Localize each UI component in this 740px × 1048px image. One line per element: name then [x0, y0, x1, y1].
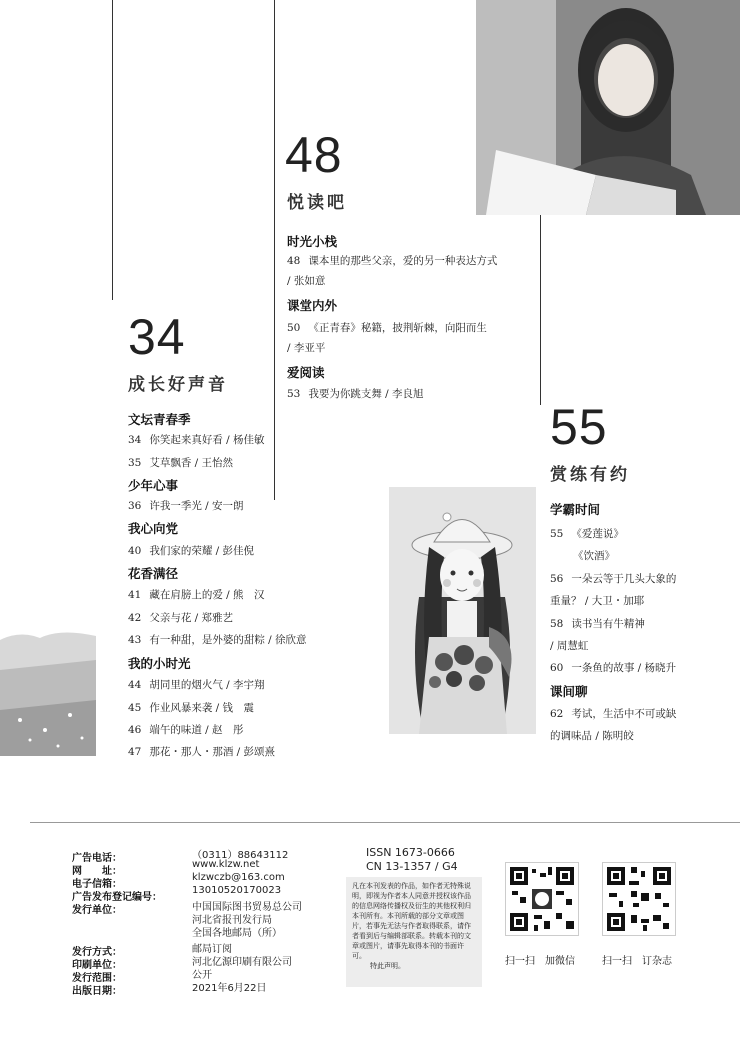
category-title: 学霸时间 [550, 502, 601, 517]
page-number: 48 [287, 255, 301, 267]
category-title: 时光小栈 [287, 234, 338, 249]
toc-entry[interactable] [128, 432, 265, 447]
qr-caption [505, 952, 575, 967]
toc-entry[interactable] [128, 610, 233, 625]
info-value: 河北亿源印刷有限公司 [192, 957, 292, 968]
qr-caption [602, 952, 672, 967]
info-row [72, 911, 342, 924]
entry-title: 许我一季光 / 安一朗 [149, 500, 244, 512]
section-title-48: 悦读吧 [287, 193, 347, 213]
entry-title: 那花・那人・那酒 / 彭颂熹 [149, 746, 276, 758]
page-number: 42 [128, 612, 142, 624]
qr-caption-scan: 扫一扫 [505, 956, 535, 967]
page-number: 47 [128, 746, 142, 758]
toc-entry[interactable] [550, 526, 624, 541]
info-value[interactable]: klzwczb@163.com [192, 872, 285, 883]
toc-entry[interactable] [550, 616, 645, 631]
info-value: 2021年6月22日 [192, 983, 267, 994]
info-row [72, 979, 342, 997]
divider-line [274, 0, 275, 500]
field-photo [0, 600, 96, 756]
page-number: 44 [128, 679, 142, 691]
entry-title: 我们家的荣耀 / 彭佳倪 [149, 545, 255, 557]
toc-entry[interactable] [128, 543, 254, 558]
publication-info [72, 846, 342, 997]
section-number-48: 48 [285, 127, 343, 183]
entry-title: 一朵云等于几头大象的 [571, 573, 677, 585]
info-value: （0311）88643112 [192, 850, 289, 861]
page-number: 34 [128, 434, 142, 446]
entry-title: 读书当有牛精神 [571, 618, 645, 630]
toc-entry[interactable] [550, 660, 676, 675]
qr-caption-scan: 扫一扫 [602, 956, 632, 967]
footer-divider [30, 822, 740, 823]
page-number: 36 [128, 500, 142, 512]
entry-title: 藏在肩膀上的爱 / 熊 汉 [149, 589, 265, 601]
entry-title: 考试，生活中不可或缺 [571, 708, 677, 720]
page-number: 60 [550, 662, 564, 674]
info-value: 邮局订阅 [192, 944, 232, 955]
divider-line [112, 0, 113, 300]
girl-with-flowers-illustration [389, 487, 536, 734]
section-title-55: 赏练有约 [550, 465, 630, 485]
toc-entry[interactable] [287, 253, 497, 268]
category-title: 课堂内外 [287, 298, 338, 313]
info-row [72, 924, 342, 940]
notice-text: 凡在本刊发表的作品，如作者无特殊说明，即视为作者本人同意并授权该作品的信息网络传播权及衍生的其他权利归本刊所有。本刊所载的部分文章或图片，若事先无法与作者取得联系，请作者看到后与编辑部联系。转载本刊的文章或图片，请事先取得本刊的书面许可。 [352, 882, 471, 960]
section-number-34: 34 [128, 309, 186, 365]
divider-line [540, 215, 541, 405]
page-number: 53 [287, 388, 301, 400]
copyright-notice [346, 877, 482, 987]
category-title: 花香满径 [128, 566, 179, 581]
page-number: 58 [550, 618, 564, 630]
info-row [72, 872, 342, 890]
toc-entry[interactable] [128, 498, 244, 513]
info-label: 印刷单位： [72, 960, 122, 971]
info-label: 发行范围： [72, 973, 122, 984]
info-label: 出版日期： [72, 986, 122, 997]
info-value: 公开 [192, 970, 212, 981]
category-title: 爱阅读 [287, 365, 325, 380]
section-number-55: 55 [550, 399, 608, 455]
entry-title: 作业风暴来袭 / 钱 震 [149, 702, 255, 714]
notice-end: 特此声明。 [370, 962, 405, 970]
category-title: 我的小时光 [128, 656, 191, 671]
entry-title: 艾草飘香 / 王怡然 [149, 457, 234, 469]
info-value: 河北省报刊发行局 [192, 915, 272, 926]
entry-title: 父亲与花 / 郑雅艺 [149, 612, 234, 624]
page-number: 40 [128, 545, 142, 557]
entry-title: 《爱莲说》 [571, 528, 624, 540]
page-number: 62 [550, 708, 564, 720]
info-label: 发行单位： [72, 905, 122, 916]
toc-entry[interactable] [128, 700, 254, 715]
girl-reading-photo [476, 0, 740, 215]
toc-entry[interactable]: 《饮酒》 [573, 550, 615, 562]
toc-entry-continued: 重量？ / 大卫・加耶 [550, 595, 645, 607]
toc-entry[interactable] [128, 722, 244, 737]
entry-title: 课本里的那些父亲，爱的另一种表达方式 [308, 255, 498, 267]
subscribe-qr-code[interactable] [602, 862, 676, 936]
category-title: 我心向党 [128, 521, 179, 536]
section-title-34: 成长好声音 [128, 375, 228, 395]
toc-entry-author: / 周慧虹 [550, 640, 589, 652]
toc-entry[interactable] [128, 455, 233, 470]
cn-number: CN 13-1357 / G4 [366, 860, 458, 873]
toc-entry-author: / 李亚平 [287, 342, 326, 354]
info-label: 广告发布登记编号： [72, 892, 162, 903]
info-value: 13010520170023 [192, 885, 282, 896]
info-label: 发行方式： [72, 947, 122, 958]
toc-entry[interactable] [550, 706, 676, 721]
page-number: 55 [550, 528, 564, 540]
qr-caption-action: 订杂志 [642, 956, 672, 967]
toc-entry[interactable] [128, 744, 275, 759]
issn: ISSN 1673-0666 [366, 846, 455, 859]
qr-caption-action: 加微信 [545, 956, 575, 967]
info-row [72, 846, 342, 864]
info-label: 电子信箱： [72, 879, 122, 890]
info-value: 全国各地邮局（所） [192, 928, 282, 939]
category-title: 少年心事 [128, 478, 179, 493]
info-row [72, 898, 342, 916]
info-row [72, 953, 342, 971]
entry-title: 我要为你跳支舞 / 李良旭 [308, 388, 424, 400]
toc-entry-continued: 的调味品 / 陈明皎 [550, 730, 634, 742]
page-number: 46 [128, 724, 142, 736]
entry-title: 《正青春》秘籍，披荆斩棘，向阳而生 [308, 322, 487, 334]
page-number: 50 [287, 322, 301, 334]
toc-entry[interactable] [287, 320, 487, 335]
info-row [72, 885, 342, 903]
toc-entry[interactable] [128, 677, 265, 692]
page-number: 56 [550, 573, 564, 585]
wechat-qr-code[interactable] [505, 862, 579, 936]
info-value: 中国国际图书贸易总公司 [192, 902, 302, 913]
toc-entry-author: / 张如意 [287, 275, 326, 287]
info-row [72, 940, 342, 958]
page-number: 41 [128, 589, 142, 601]
toc-entry[interactable] [550, 571, 676, 586]
info-row [72, 966, 342, 984]
entry-title: 端午的味道 / 赵 彤 [149, 724, 244, 736]
info-label: 广告电话： [72, 853, 122, 864]
toc-entry[interactable] [287, 386, 424, 401]
category-title: 文坛青春季 [128, 412, 191, 427]
info-row [72, 859, 342, 877]
entry-title: 有一种甜，是外婆的甜粽 / 徐欣意 [149, 634, 307, 646]
page-number: 45 [128, 702, 142, 714]
page-number: 43 [128, 634, 142, 646]
entry-title: 胡同里的烟火气 / 李宇翔 [149, 679, 265, 691]
entry-title: 你笑起来真好看 / 杨佳敏 [149, 434, 265, 446]
toc-entry[interactable] [128, 587, 265, 602]
category-title: 课间聊 [550, 684, 588, 699]
info-label: 网 址： [72, 866, 122, 877]
entry-title: 一条鱼的故事 / 杨晓升 [571, 662, 677, 674]
info-value[interactable]: www.klzw.net [192, 859, 260, 870]
toc-entry[interactable] [128, 632, 307, 647]
page-number: 35 [128, 457, 142, 469]
